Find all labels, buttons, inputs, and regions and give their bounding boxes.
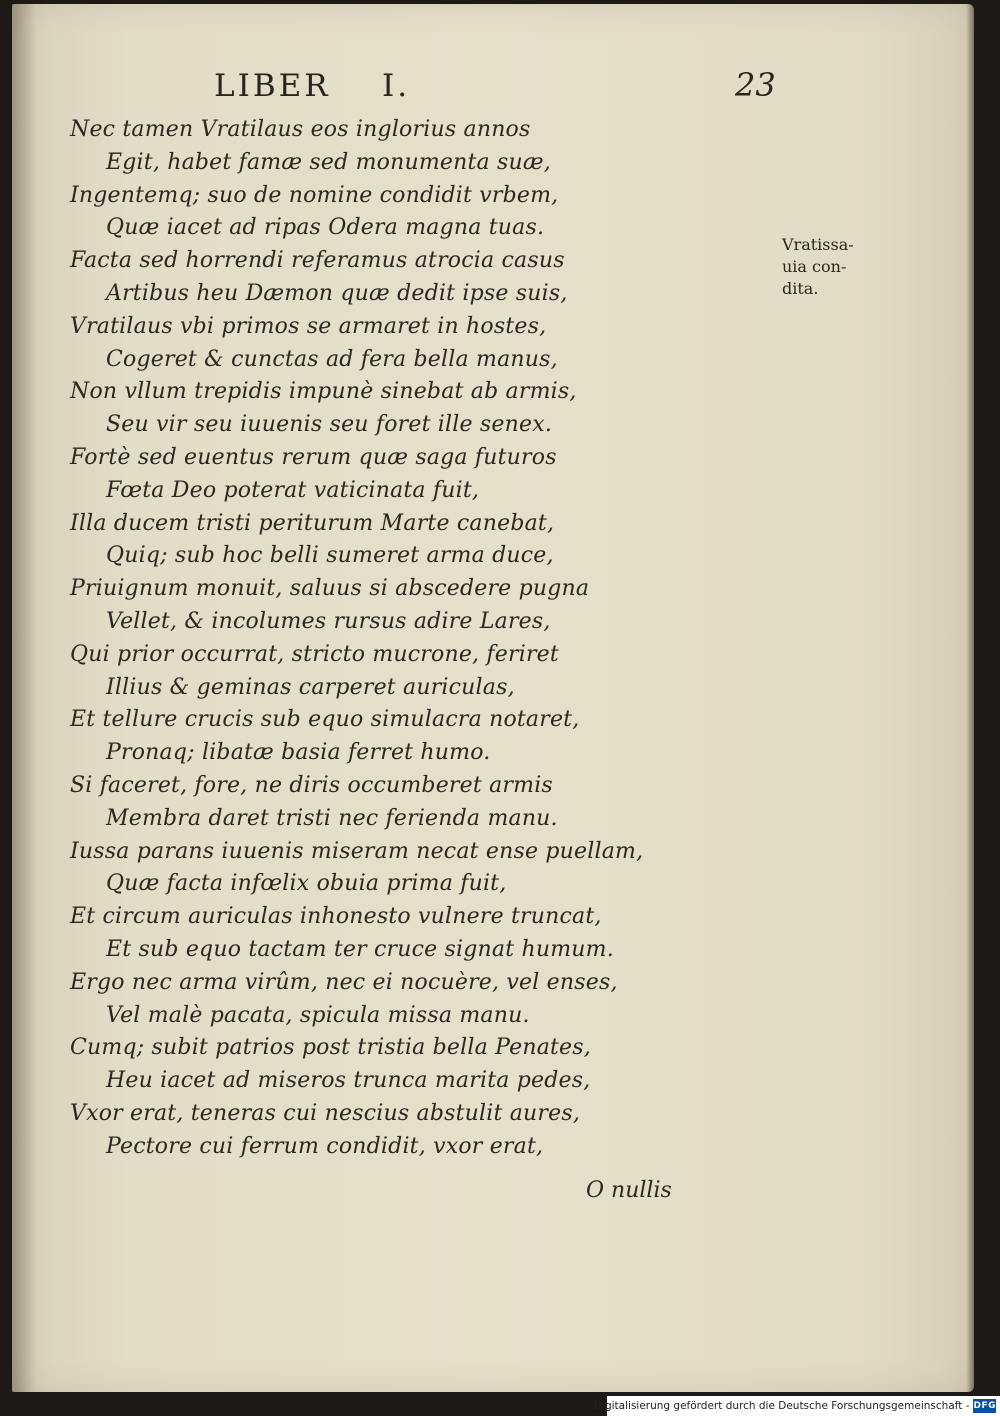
book-number: I. [382,68,411,104]
marginal-note [782,234,872,300]
verse-line: Si faceret, fore, ne diris occumberet armis [70,773,553,798]
verse-line: Quæ iacet ad ripas Odera magna tuas. [106,215,545,240]
marginal-note-line: Vratissa- [782,235,854,254]
verse-line: Egit, habet famæ sed monumenta suæ, [106,150,551,175]
verse-line: Illius & geminas carperet auriculas, [106,675,515,700]
digitization-footer [593,1396,1000,1416]
catchword: O nullis [586,1178,672,1203]
verse-line: Quiq; sub hoc belli sumeret arma duce, [106,543,554,568]
verse-line: Seu vir seu iuuenis seu foret ille senex. [106,412,553,437]
verse-line: Qui prior occurrat, stricto mucrone, feriret [70,642,559,667]
marginal-note-line: uia con- [782,257,847,276]
verse-line: Fortè sed euentus rerum quæ saga futuros [70,445,557,470]
verse-line: Fœta Deo poterat vaticinata fuit, [106,478,480,503]
verse-line: Ingentemq; suo de nomine condidit vrbem, [70,183,559,208]
verse-line: Vratilaus vbi primos se armaret in hostes, [70,314,547,339]
running-title: LIBER [214,68,331,104]
verse-line: Artibus heu Dæmon quæ dedit ipse suis, [106,281,568,306]
verse-line: Pectore cui ferrum condidit, vxor erat, [106,1134,544,1159]
verse-line: Vxor erat, teneras cui nescius abstulit aures, [70,1101,581,1126]
marginal-note-line: dita. [782,279,819,298]
verse-line: Vellet, & incolumes rursus adire Lares, [106,609,551,634]
dfg-logo: DFG [973,1401,996,1411]
verse-line: Et tellure crucis sub equo simulacra notaret, [70,707,580,732]
verse-line: Non vllum trepidis impunè sinebat ab armis, [70,379,577,404]
verse-line: Heu iacet ad miseros trunca marita pedes, [106,1068,591,1093]
verse-line: Ergo nec arma virûm, nec ei nocuère, vel enses, [70,970,618,995]
verse-line: Cogeret & cunctas ad fera bella manus, [106,347,558,372]
page-number: 23 [735,66,776,104]
verse-line: Iussa parans iuuenis miseram necat ense puellam, [70,839,644,864]
verse-line: Membra daret tristi nec ferienda manu. [106,806,558,831]
verse-line: Vel malè pacata, spicula missa manu. [106,1003,530,1028]
verse-line: Et circum auriculas inhonesto vulnere truncat, [70,904,602,929]
book-gutter-shadow [12,4,36,1392]
page-edge-shadow [966,4,974,1392]
funding-notice: Digitalisierung gefördert durch die Deutsche Forschungsgemeinschaft - [593,1400,970,1412]
verse-line: Facta sed horrendi referamus atrocia casus [70,248,565,273]
running-header [214,68,410,104]
verse-line: Quæ facta infœlix obuia prima fuit, [106,871,507,896]
verse-line: Illa ducem tristi periturum Marte canebat, [70,511,555,536]
verse-line: Pronaq; libatæ basia ferret humo. [106,740,491,765]
verse-line: Nec tamen Vratilaus eos inglorius annos [70,117,531,142]
verse-line: Priuignum monuit, saluus si abscedere pugna [70,576,590,601]
verse-line: Cumq; subit patrios post tristia bella Penates, [70,1035,591,1060]
verse-line: Et sub equo tactam ter cruce signat humum. [106,937,614,962]
